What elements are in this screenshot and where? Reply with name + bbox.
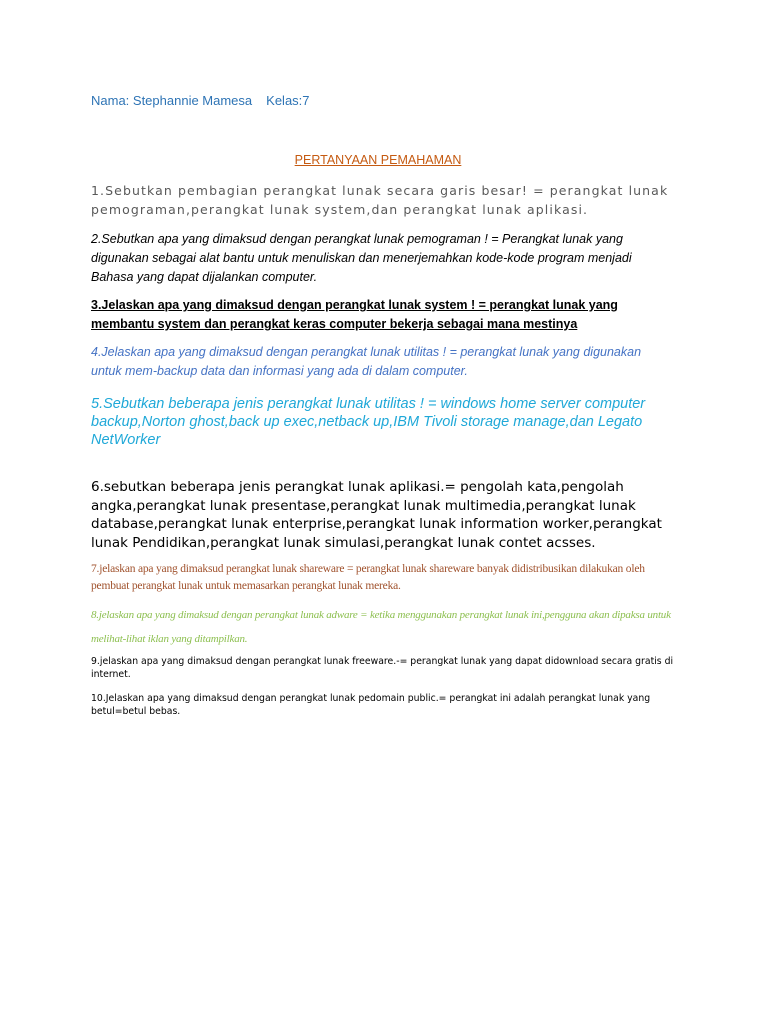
student-class: Kelas:7 bbox=[266, 93, 310, 108]
student-name: Nama: Stephannie Mamesa bbox=[91, 93, 253, 108]
question-10: 10.Jelaskan apa yang dimaksud dengan perangkat lunak pedomain public.= perangkat ini adalah perangkat lunak yang betul=betul bebas. bbox=[91, 693, 651, 717]
student-header bbox=[91, 93, 310, 108]
question-9: 9.jelaskan apa yang dimaksud dengan perangkat lunak freeware.-= perangkat lunak yang dapat didownload secara gratis di internet. bbox=[91, 656, 674, 680]
question-8: 8.jelaskan apa yang dimaksud dengan perangkat lunak adware = ketika menggunakan perangkat lunak ini,pengguna akan dipaksa untuk melihat-lihat iklan yang ditampilkan. bbox=[91, 609, 671, 645]
question-3: 3.Jelaskan apa yang dimaksud dengan perangkat lunak system ! = perangkat lunak yang membantu system dan perangkat keras computer bekerja sebagai mana mestinya bbox=[91, 298, 618, 331]
question-2: 2.Sebutkan apa yang dimaksud dengan perangkat lunak pemograman ! = Perangkat lunak yang digunakan sebagai alat bantu untuk menuliskan dan menerjemahkan kode-kode program menjadi Bahasa yang dapat dijalankan computer. bbox=[91, 232, 632, 284]
document-title: PERTANYAAN PEMAHAMAN bbox=[294, 153, 462, 167]
question-4: 4.Jelaskan apa yang dimaksud dengan perangkat lunak utilitas ! = perangkat lunak yang digunakan untuk mem-backup data dan informasi yang ada di dalam computer. bbox=[91, 345, 642, 378]
question-1: 1.Sebutkan pembagian perangkat lunak secara garis besar! = perangkat lunak pemograman,perangkat lunak system,dan perangkat lunak aplikasi. bbox=[91, 183, 669, 217]
question-6: 6.sebutkan beberapa jenis perangkat lunak aplikasi.= pengolah kata,pengolah angka,perangkat lunak presentase,perangkat lunak multimedia,perangkat lunak database,perangkat lunak enterprise,perangkat lunak information worker,perangkat lunak Pendidikan,perangkat lunak simulasi,perangkat lunak contet acsses. bbox=[91, 479, 662, 551]
question-7: 7.jelaskan apa yang dimaksud perangkat lunak shareware = perangkat lunak shareware banyak didistribusikan dilakukan oleh pembuat perangkat lunak untuk memasarkan perangkat lunak mereka. bbox=[91, 563, 645, 592]
question-5: 5.Sebutkan beberapa jenis perangkat lunak utilitas ! = windows home server computer backup,Norton ghost,back up exec,netback up,IBM Tivoli storage manage,dan Legato NetWorker bbox=[91, 396, 646, 448]
